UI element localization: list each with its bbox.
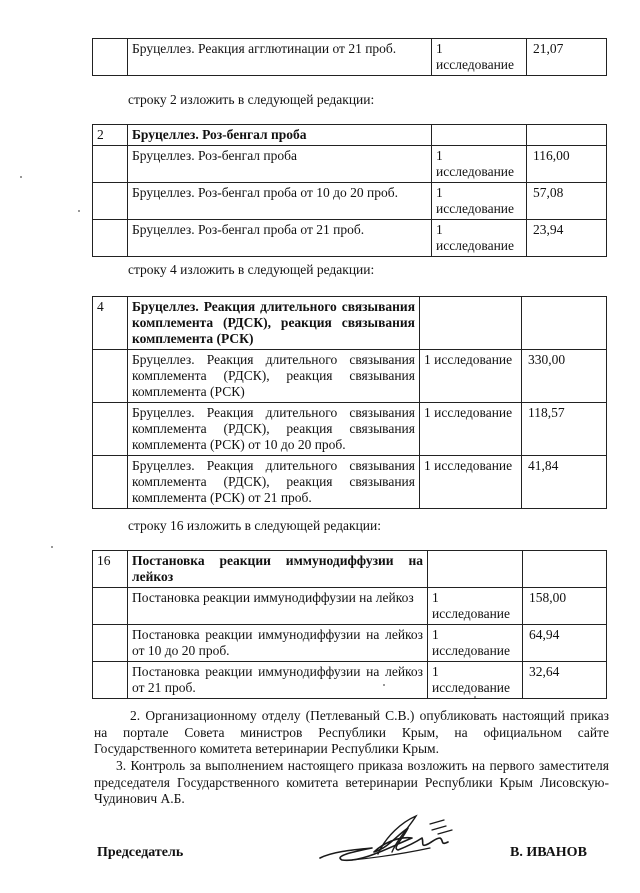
price-cell: 23,94: [527, 220, 607, 257]
service-group-title: Бруцеллез. Реакция длительного связывания комплемента (РДСК), реакция связывания комплемента (РСК): [128, 297, 420, 350]
row-number-cell: [93, 39, 128, 76]
table-row: [93, 662, 607, 699]
table-row: [93, 183, 607, 220]
service-description-cell: Бруцеллез. Реакция длительного связывания комплемента (РДСК), реакция связывания комплемента (РСК): [128, 350, 420, 403]
row-number-cell: 16: [93, 551, 128, 588]
empty-cell: [93, 662, 128, 699]
empty-cell: [93, 220, 128, 257]
price-cell: 116,00: [527, 146, 607, 183]
unit-cell: 1 исследование: [420, 350, 522, 403]
signatory-name: В. ИВАНОВ: [510, 845, 587, 860]
empty-cell: [93, 183, 128, 220]
service-description-cell: Бруцеллез. Реакция длительного связывания комплемента (РДСК), реакция связывания комплемента (РСК) от 21 проб.: [128, 456, 420, 509]
price-cell: 118,57: [522, 403, 607, 456]
price-cell: 32,64: [523, 662, 607, 699]
table-row: [93, 625, 607, 662]
row-number-cell: 2: [93, 125, 128, 146]
unit-cell: 1 исследование: [420, 403, 522, 456]
price-cell: 21,07: [527, 39, 607, 76]
empty-cell: [523, 551, 607, 588]
service-group-title: Постановка реакции иммунодиффузии на лейкоз: [128, 551, 428, 588]
intro-row-4: строку 4 изложить в следующей редакции:: [128, 262, 375, 277]
table-header-row: [93, 551, 607, 588]
table-row-4: [92, 296, 607, 509]
unit-cell: 1 исследование: [432, 146, 527, 183]
unit-cell: 1 исследование: [420, 456, 522, 509]
handwritten-signature: [312, 808, 472, 868]
unit-cell: 1 исследование: [432, 39, 527, 76]
paragraph-3: 3. Контроль за выполнением настоящего приказа возложить на первого заместителя председателя Государственного комитета ветеринарии Республики Крым Лисовскую-Чудинович А.Б.: [94, 758, 609, 806]
table-row: [93, 146, 607, 183]
scan-speck: [78, 210, 80, 212]
table-row: [93, 220, 607, 257]
empty-cell: [527, 125, 607, 146]
service-description-cell: Постановка реакции иммунодиффузии на лейкоз от 21 проб.: [128, 662, 428, 699]
intro-row-16: строку 16 изложить в следующей редакции:: [128, 518, 382, 533]
table-row: [93, 456, 607, 509]
service-description-cell: Постановка реакции иммунодиффузии на лейкоз: [128, 588, 428, 625]
table-row: [93, 39, 607, 76]
price-cell: 57,08: [527, 183, 607, 220]
service-description-cell: Бруцеллез. Роз-бенгал проба: [128, 146, 432, 183]
price-cell: 41,84: [522, 456, 607, 509]
table-row-16: [92, 550, 607, 699]
service-description-cell: Бруцеллез. Реакция длительного связывания комплемента (РДСК), реакция связывания комплемента (РСК) от 10 до 20 проб.: [128, 403, 420, 456]
empty-cell: [428, 551, 523, 588]
price-cell: 64,94: [523, 625, 607, 662]
service-description-cell: Бруцеллез. Реакция агглютинации от 21 проб.: [128, 39, 432, 76]
signatory-title: Председатель: [97, 845, 184, 860]
unit-cell: 1 исследование: [428, 662, 523, 699]
table-header-row: [93, 125, 607, 146]
table-row: [93, 403, 607, 456]
unit-cell: 1 исследование: [432, 183, 527, 220]
service-description-cell: Постановка реакции иммунодиффузии на лейкоз от 10 до 20 проб.: [128, 625, 428, 662]
table-row: [93, 588, 607, 625]
empty-cell: [93, 146, 128, 183]
empty-cell: [522, 297, 607, 350]
unit-cell: 1 исследование: [428, 625, 523, 662]
service-description-cell: Бруцеллез. Роз-бенгал проба от 21 проб.: [128, 220, 432, 257]
empty-cell: [93, 588, 128, 625]
empty-cell: [93, 350, 128, 403]
empty-cell: [93, 625, 128, 662]
empty-cell: [93, 456, 128, 509]
intro-row-2: строку 2 изложить в следующей редакции:: [128, 92, 375, 107]
table-row: [93, 350, 607, 403]
price-cell: 330,00: [522, 350, 607, 403]
scan-speck: [474, 696, 476, 698]
paragraph-2: 2. Организационному отделу (Петлеваный С.В.) опубликовать настоящий приказ на портале Совета министров Республики Крым, на официальном сайте Государственного комитета ветеринарии Республики Крым.: [94, 708, 609, 756]
service-description-cell: Бруцеллез. Роз-бенгал проба от 10 до 20 проб.: [128, 183, 432, 220]
table-row-2: [92, 124, 607, 257]
table-top: [92, 38, 607, 76]
row-number-cell: 4: [93, 297, 128, 350]
scan-speck: [20, 176, 22, 178]
scan-speck: [383, 684, 385, 686]
empty-cell: [432, 125, 527, 146]
empty-cell: [93, 403, 128, 456]
service-group-title: Бруцеллез. Роз-бенгал проба: [128, 125, 432, 146]
price-cell: 158,00: [523, 588, 607, 625]
scan-speck: [51, 546, 53, 548]
unit-cell: 1 исследование: [428, 588, 523, 625]
unit-cell: 1 исследование: [432, 220, 527, 257]
table-header-row: [93, 297, 607, 350]
empty-cell: [420, 297, 522, 350]
